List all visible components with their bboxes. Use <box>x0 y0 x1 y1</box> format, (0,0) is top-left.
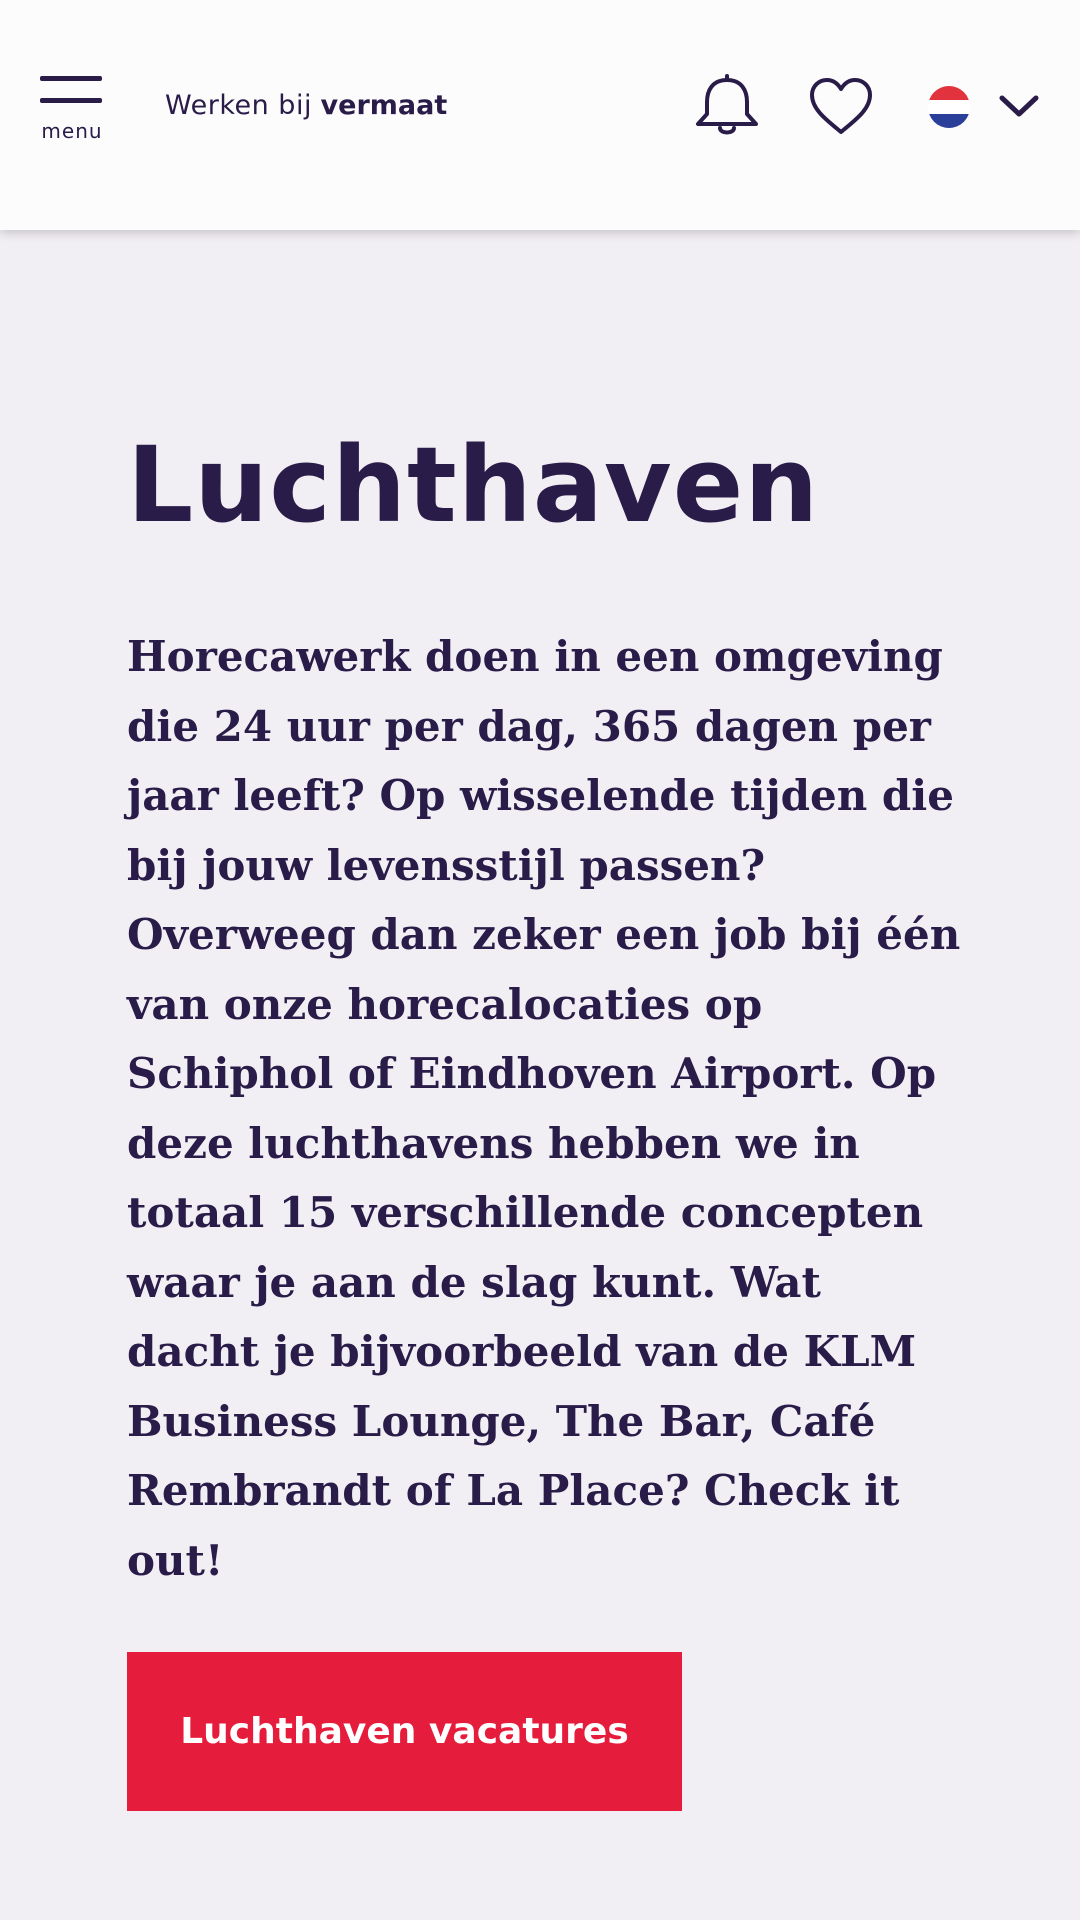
notifications-button[interactable] <box>690 74 764 140</box>
language-selector[interactable] <box>926 82 1042 132</box>
brand-name: vermaat <box>320 90 448 121</box>
bell-icon <box>690 74 764 140</box>
intro-paragraph: Horecawerk doen in een omgeving die 24 uur per dag, 365 dagen per jaar leeft? Op wisselende tijden die bij jouw levensstijl passen? Overweeg dan zeker een job bij één van onze horecalocaties op Schiphol of Eindhoven Airport. Op deze luchthavens hebben we in totaal 15 verschillende concepten waar je aan de slag kunt. Wat dacht je bijvoorbeeld van de KLM Business Lounge, The Bar, Café Rembrandt of La Place? Check it out! <box>127 632 961 1585</box>
favorites-button[interactable] <box>808 76 874 138</box>
site-header <box>0 0 1080 230</box>
heart-icon <box>808 76 874 138</box>
airport-vacancies-button[interactable]: Luchthaven vacatures <box>127 1652 682 1811</box>
brand-link[interactable] <box>165 90 447 121</box>
main-content <box>127 420 967 1595</box>
hamburger-icon-line <box>40 76 102 81</box>
chevron-down-icon <box>998 92 1040 120</box>
netherlands-flag-icon <box>928 86 970 128</box>
hamburger-icon-line <box>40 98 102 103</box>
brand-prefix: Werken bij <box>165 90 312 121</box>
menu-label: menu <box>41 119 103 143</box>
page-title: Luchthaven <box>127 424 820 546</box>
menu-button[interactable] <box>40 76 104 143</box>
